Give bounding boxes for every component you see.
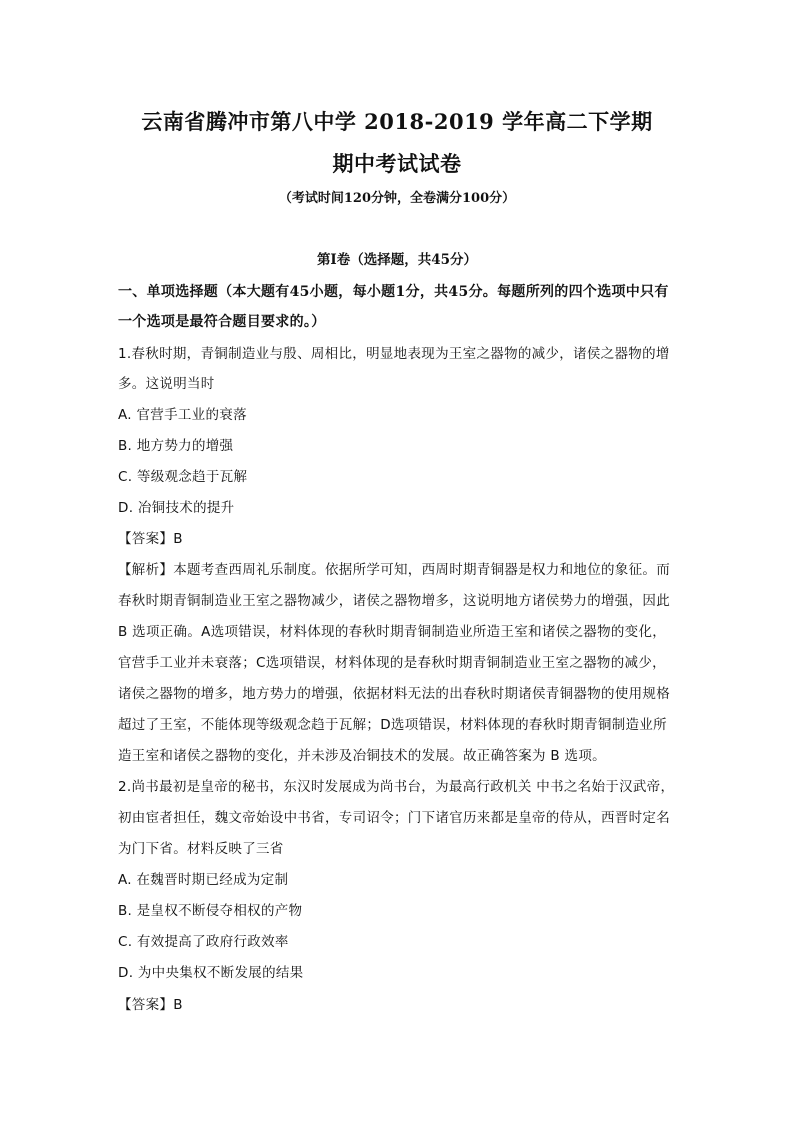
exam-info: （考试时间120分钟，全卷满分100分）: [278, 191, 516, 206]
question-1-option-d: D. 冶铜技术的提升: [118, 500, 235, 516]
question-1-option-b: B. 地方势力的增强: [118, 438, 234, 454]
question-2-option-b: B. 是皇权不断侵夺相权的产物: [118, 903, 303, 919]
question-1-option-c: C. 等级观念趋于瓦解: [118, 469, 248, 485]
question-1-stem-line-2: 多。这说明当时: [118, 376, 215, 392]
question-2-option-c: C. 有效提高了政府行政效率: [118, 934, 289, 950]
question-1-analysis-line-4: 官营手工业并未衰落；C选项错误，材料体现的是春秋时期青铜制造业王室之器物的减少，: [118, 655, 666, 671]
question-1-stem-line-1: 1.春秋时期，青铜制造业与殷、周相比，明显地表现为王室之器物的减少，诸侯之器物的增: [118, 346, 670, 362]
question-2-option-a: A. 在魏晋时期已经成为定制: [118, 872, 289, 888]
section-instructions-line-1: 一、单项选择题（本大题有45小题，每小题1分，共45分。每题所列的四个选项中只有: [118, 284, 669, 300]
question-1-option-a: A. 官营手工业的衰落: [118, 407, 247, 423]
question-2-option-d: D. 为中央集权不断发展的结果: [118, 965, 304, 981]
question-2-stem-line-2: 初由宦者担任，魏文帝始设中书省，专司诏令；门下诸官历来都是皇帝的侍从，西晋时定名: [118, 810, 670, 826]
question-2-answer: 【答案】B: [118, 997, 183, 1013]
question-1-analysis-line-3: B 选项正确。A选项错误，材料体现的春秋时期青铜制造业所造王室和诸侯之器物的变化，: [118, 624, 667, 640]
question-1-analysis-line-5: 诸侯之器物的增多，地方势力的增强，依据材料无法的出春秋时期诸侯青铜器物的使用规格: [118, 686, 670, 702]
section-heading: 第Ⅰ卷（选择题，共45分）: [316, 252, 478, 268]
question-1-answer: 【答案】B: [118, 531, 183, 547]
question-2-stem-line-1: 2.尚书最初是皇帝的秘书，东汉时发展成为尚书台，为最高行政机关 中书之名始于汉武帝，: [118, 779, 675, 795]
question-1-analysis-line-1: 【解析】本题考查西周礼乐制度。依据所学可知，西周时期青铜器是权力和地位的象征。而: [118, 562, 670, 578]
question-1-analysis-line-6: 超过了王室，不能体现等级观念趋于瓦解；D选项错误，材料体现的春秋时期青铜制造业所: [118, 717, 667, 733]
question-1-analysis-line-2: 春秋时期青铜制造业王室之器物减少，诸侯之器物增多，这说明地方诸侯势力的增强，因此: [118, 593, 670, 609]
section-instructions-line-2: 一个选项是最符合题目要求的。）: [118, 314, 326, 330]
exam-title: 云南省腾冲市第八中学 2018-2019 学年高二下学期: [141, 109, 653, 134]
question-2-stem-line-3: 为门下省。材料反映了三省: [118, 841, 284, 857]
exam-subtitle: 期中考试试卷: [332, 151, 462, 176]
question-1-analysis-line-7: 造王室和诸侯之器物的变化，并未涉及冶铜技术的发展。故正确答案为 B 选项。: [118, 748, 606, 764]
